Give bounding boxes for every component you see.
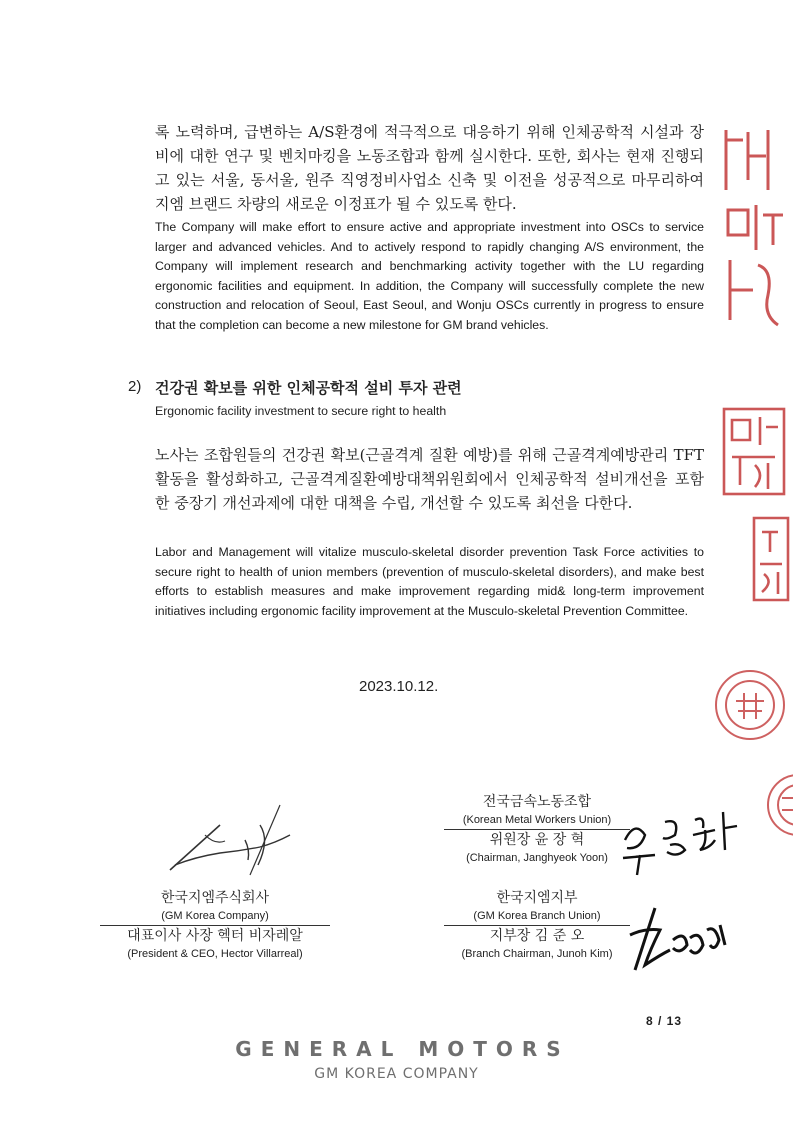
agreement-date: 2023.10.12.	[359, 678, 439, 695]
branch-handwritten-signature	[615, 900, 735, 980]
union-signer-english: (Chairman, Janghyeok Yoon)	[466, 852, 608, 864]
seal-stamp-icon	[720, 405, 793, 500]
branch-signer-english: (Branch Chairman, Junoh Kim)	[461, 948, 613, 960]
section2-number: 2)	[128, 378, 142, 395]
section2-korean-text: 노사는 조합원들의 건강권 확보(근골격계 질환 예방)를 위해 근골격계예방관리 TFT 활동을 활성화하고, 근골격계질환예방대책위원회에서 인체공학적 설비개선을 포함한 중장기 개선과제에 대한 대책을 수립, 개선할 수 있도록 최선을 다한다.	[155, 446, 704, 512]
signature-line	[100, 925, 330, 926]
gm-korea-org-korean: 한국지엠주식회사	[160, 890, 270, 906]
seal-stamp-icon	[758, 770, 793, 840]
gm-korea-signer-english: (President & CEO, Hector Villarreal)	[127, 948, 303, 960]
general-motors-logo: GENERAL MOTORS	[235, 1037, 570, 1061]
gm-korea-signer-korean: 대표이사 사장 헥터 비자레알	[127, 928, 303, 944]
section2-subtitle: Ergonomic facility investment to secure right to health	[155, 404, 447, 418]
union-handwritten-signature	[615, 800, 750, 880]
union-org-english: (Korean Metal Workers Union)	[462, 814, 612, 826]
section2-english-text: Labor and Management will vitalize musculo-skeletal disorder prevention Task Force activities to secure right to health of union members (prevention of musculo-skeletal disorders), and make best efforts to establish measures and make improvement regarding mid& long-term improvement initiatives including ergonomic facility improvement at the Musculo-skeletal Prevention Committee.	[155, 545, 704, 618]
gm-korea-org-english: (GM Korea Company)	[161, 910, 269, 922]
page-number: 8 / 13	[646, 1014, 683, 1028]
union-signer-korean: 위원장 윤 장 혁	[489, 832, 585, 848]
section2-title: 건강권 확보를 위한 인체공학적 설비 투자 관련	[155, 379, 462, 397]
branch-org-korean: 한국지엠지부	[496, 890, 578, 906]
seal-stamp-icon	[718, 120, 793, 335]
gm-handwritten-signature	[150, 795, 310, 885]
section1-english-text: The Company will make effort to ensure active and appropriate investment into OSCs to service larger and advanced vehicles. And to actively respond to rapidly changing A/S environment, the Company will implement research and benchmarking activity together with the LU regarding ergonomic facilities and equipment. In addition, the Company will successfully complete the new construction and relocation of Seoul, East Seoul, and Wonju OSCs currently in progress to ensure that the completion can become a new milestone for GM brand vehicles.	[155, 220, 704, 332]
gm-korea-company-logo: GM KOREA COMPANY	[314, 1066, 479, 1082]
section1-korean-text: 록 노력하며, 급변하는 A/S환경에 적극적으로 대응하기 위해 인체공학적 시설과 장비에 대한 연구 및 벤치마킹을 노동조합과 함께 실시한다. 또한, 회사는 현재 진행되고 있는 서울, 동서울, 원주 직영정비사업소 신축 및 이전을 성공적으로 마무리하여 지엠 브랜드 차량의 새로운 이정표가 될 수 있도록 한다.	[155, 123, 704, 213]
union-signature-block	[444, 793, 630, 866]
branch-org-english: (GM Korea Branch Union)	[473, 910, 601, 922]
branch-signature-block	[444, 889, 630, 962]
seal-stamp-icon	[748, 512, 793, 607]
gm-korea-signature-block	[100, 889, 330, 962]
signature-line	[444, 829, 630, 830]
seal-stamp-icon	[708, 665, 793, 745]
union-org-korean: 전국금속노동조합	[482, 794, 592, 810]
signature-line	[444, 925, 630, 926]
branch-signer-korean: 지부장 김 준 오	[489, 928, 585, 944]
